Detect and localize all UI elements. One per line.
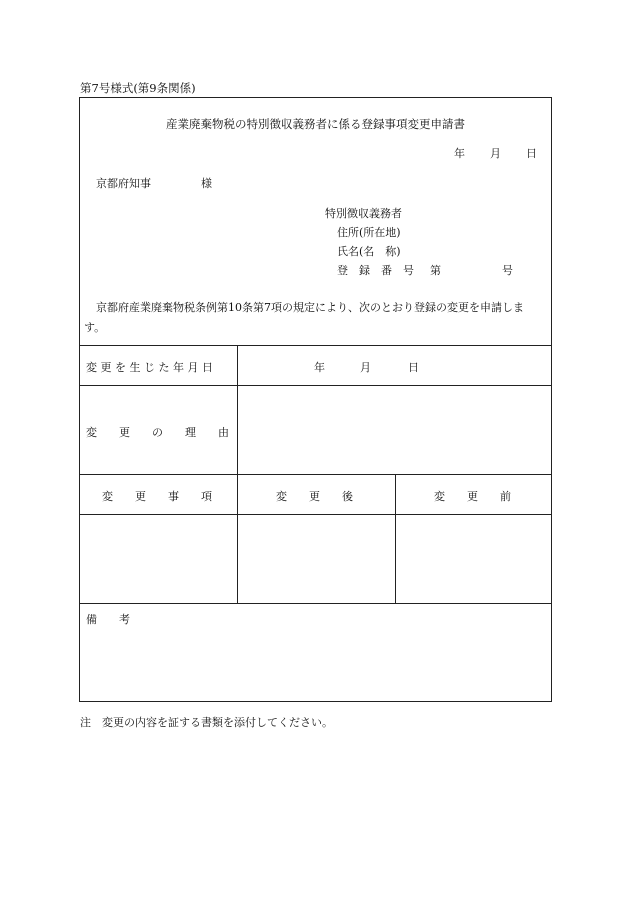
remarks-field[interactable] bbox=[81, 628, 551, 700]
applicant-address-label: 住所(所在地) bbox=[337, 226, 401, 239]
change-item-field[interactable] bbox=[81, 515, 237, 603]
statement-line-1: 京都府産業廃棄物税条例第10条第7項の規定により、次のとおり登録の変更を申請しま bbox=[96, 301, 524, 314]
col-header-item: 変 更 事 項 bbox=[102, 490, 212, 503]
change-date-year: 年 bbox=[314, 361, 325, 374]
form-number: 第7号様式(第9条関係) bbox=[80, 81, 196, 95]
form-title: 産業廃棄物税の特別徴収義務者に係る登録事項変更申請書 bbox=[166, 117, 465, 131]
date-day: 日 bbox=[526, 147, 537, 160]
footnote: 注 変更の内容を証する書類を添付してください。 bbox=[80, 716, 333, 729]
change-reason-label: 変 更 の 理 由 bbox=[86, 426, 229, 439]
change-date-day: 日 bbox=[408, 361, 419, 374]
date-month: 月 bbox=[490, 147, 501, 160]
applicant-name-label: 氏名(名 称) bbox=[337, 245, 401, 258]
registration-dai: 第 bbox=[430, 264, 441, 277]
table-rule-body bbox=[80, 603, 551, 604]
change-reason-field[interactable] bbox=[238, 386, 552, 474]
date-year: 年 bbox=[454, 147, 465, 160]
statement-line-2: す。 bbox=[84, 321, 106, 334]
addressee-honorific: 様 bbox=[201, 177, 212, 190]
application-form-frame bbox=[79, 97, 552, 702]
change-date-label: 変 更 を 生 じ た 年 月 日 bbox=[86, 361, 213, 374]
change-date-month: 月 bbox=[360, 361, 371, 374]
table-rule-reason bbox=[80, 474, 551, 475]
applicant-heading: 特別徴収義務者 bbox=[325, 207, 402, 220]
registration-go: 号 bbox=[502, 264, 513, 277]
col-header-after: 変 更 後 bbox=[276, 490, 353, 503]
addressee-name: 京都府知事 bbox=[96, 177, 151, 190]
change-before-field[interactable] bbox=[396, 515, 552, 603]
col-header-before: 変 更 前 bbox=[434, 490, 511, 503]
change-date-value-field[interactable] bbox=[238, 346, 552, 385]
registration-number-label: 登 録 番 号 bbox=[337, 264, 414, 277]
change-after-field[interactable] bbox=[238, 515, 395, 603]
remarks-label: 備 考 bbox=[86, 613, 130, 626]
